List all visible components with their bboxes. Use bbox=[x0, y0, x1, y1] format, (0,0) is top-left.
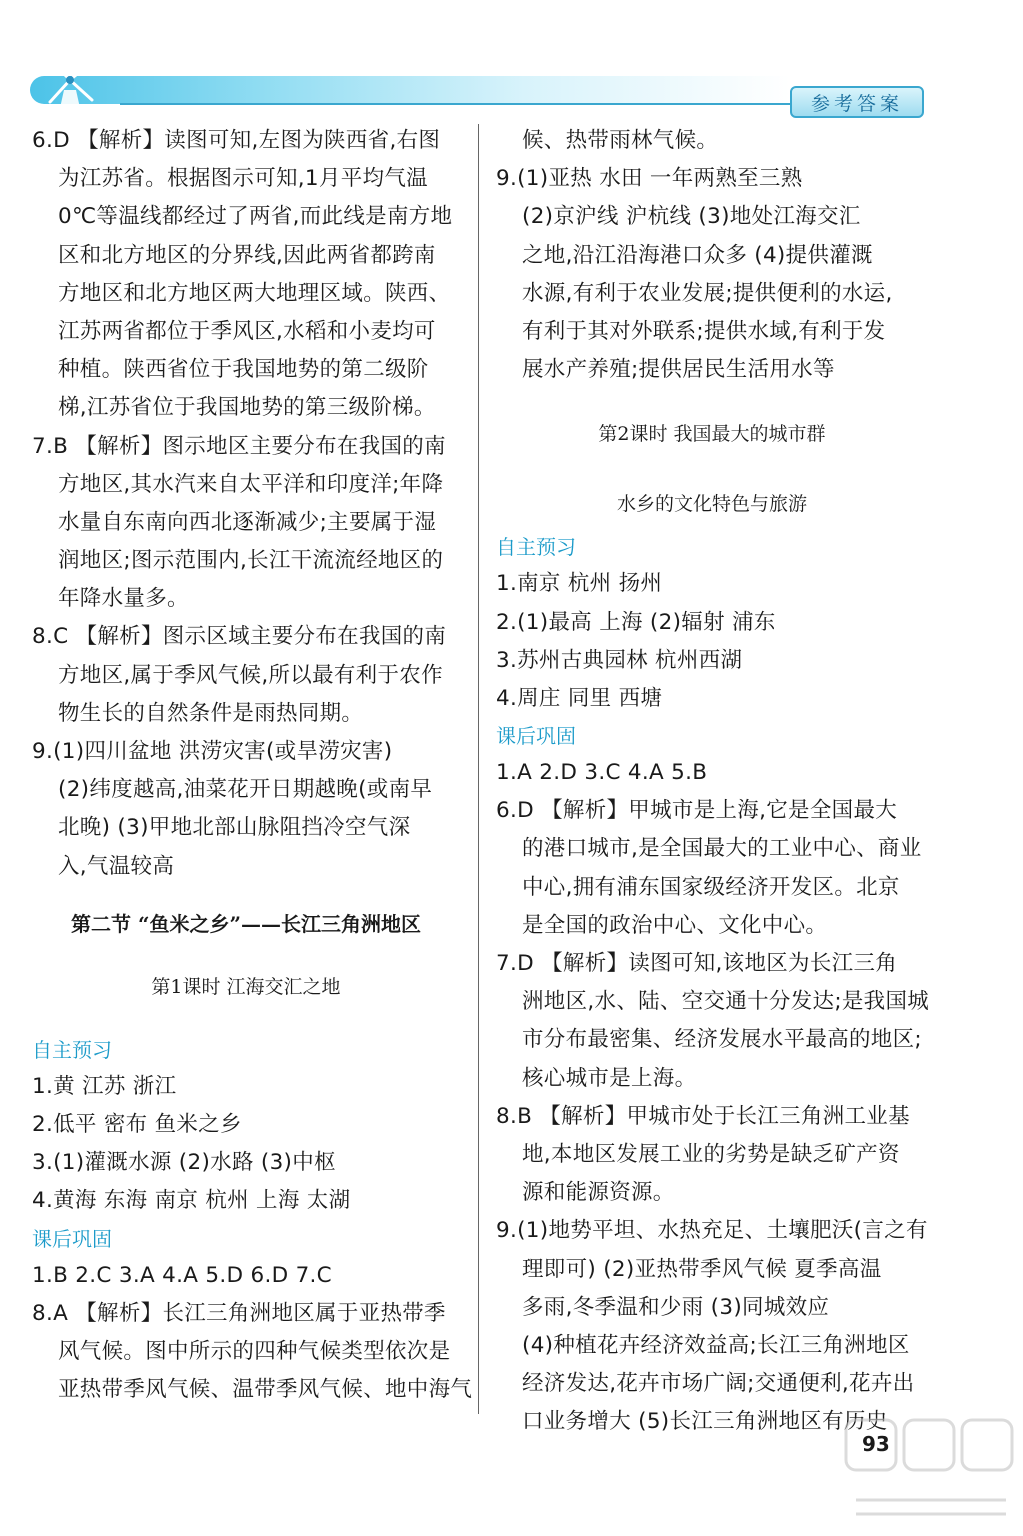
answer-line: 口业务增大 (5)长江三角洲地区有历史 bbox=[522, 1409, 888, 1435]
answer-line: 区和北方地区的分界线,因此两省都跨南 bbox=[58, 242, 436, 268]
answer-line: 种植。陕西省位于我国地势的第二级阶 bbox=[58, 357, 429, 383]
answer-line: 展水产养殖;提供居民生活用水等 bbox=[522, 357, 835, 383]
answer-line: 8.C 【解析】图示区域主要分布在我国的南 bbox=[32, 624, 447, 650]
column-divider bbox=[478, 124, 479, 1414]
answer-line: 2.(1)最高 上海 (2)辐射 浦东 bbox=[496, 609, 776, 635]
answer-tab-label: 参考答案 bbox=[810, 92, 903, 115]
answer-line: 7.B 【解析】图示地区主要分布在我国的南 bbox=[32, 433, 446, 459]
answer-line: 江苏两省都位于季风区,水稻和小麦均可 bbox=[58, 318, 436, 344]
section-heading-review: 课后巩固 bbox=[496, 724, 576, 749]
answer-line: 有利于其对外联系;提供水域,有利于发 bbox=[522, 318, 886, 344]
page-number: 93 bbox=[862, 1432, 890, 1456]
answer-line: 之地,沿江沿海港口众多 (4)提供灌溉 bbox=[522, 242, 873, 268]
answer-line: 1.南京 杭州 扬州 bbox=[496, 571, 663, 597]
answer-line: 多雨,冬季温和少雨 (3)同城效应 bbox=[522, 1294, 830, 1320]
answer-line: 经济发达,花卉市场广阔;交通便利,花卉出 bbox=[522, 1371, 915, 1397]
answer-line: 年降水量多。 bbox=[58, 586, 189, 612]
answer-line: 4.黄海 东海 南京 杭州 上海 太湖 bbox=[32, 1188, 351, 1214]
answer-line: 9.(1)亚热 水田 一年两熟至三熟 bbox=[496, 166, 803, 192]
answer-line: (4)种植花卉经济效益高;长江三角洲地区 bbox=[522, 1332, 910, 1358]
answer-line: 1.A 2.D 3.C 4.A 5.B bbox=[496, 760, 708, 786]
page-header bbox=[0, 0, 1023, 125]
answer-line: 市分布最密集、经济发展水平最高的地区; bbox=[522, 1027, 922, 1053]
right-column bbox=[496, 122, 928, 1441]
left-column bbox=[32, 122, 473, 1409]
windmill-icon bbox=[30, 50, 140, 110]
answer-line: 梯,江苏省位于我国地势的第三级阶梯。 bbox=[58, 395, 436, 421]
answer-tab bbox=[790, 86, 924, 118]
lesson-title: 第1课时 江海交汇之地 bbox=[151, 975, 341, 998]
answer-line: 0℃等温线都经过了两省,而此线是南方地 bbox=[58, 204, 453, 230]
section-title: 第二节 “鱼米之乡”——长江三角洲地区 bbox=[71, 911, 421, 936]
answer-line: 北晚) (3)甲地北部山脉阻挡冷空气深 bbox=[58, 815, 411, 841]
answer-line: 方地区和北方地区两大地理区域。陕西、 bbox=[58, 280, 451, 306]
answer-line: 3.苏州古典园林 杭州西湖 bbox=[496, 647, 743, 673]
answer-line: 亚热带季风气候、温带季风气候、地中海气 bbox=[58, 1377, 473, 1403]
answer-line: 的港口城市,是全国最大的工业中心、商业 bbox=[522, 836, 922, 862]
answer-line: 9.(1)四川盆地 洪涝灾害(或旱涝灾害) bbox=[32, 739, 393, 764]
answer-line: 3.(1)灌溉水源 (2)水路 (3)中枢 bbox=[32, 1150, 336, 1176]
section-heading-preview: 自主预习 bbox=[32, 1037, 112, 1062]
answer-line: 方地区,其水汽来自太平洋和印度洋;年降 bbox=[58, 471, 444, 497]
section-heading-review: 课后巩固 bbox=[32, 1226, 112, 1251]
answer-line: 是全国的政治中心、文化中心。 bbox=[522, 912, 828, 938]
answer-line: 候、热带雨林气候。 bbox=[522, 128, 719, 153]
answer-line: 4.周庄 同里 西塘 bbox=[496, 685, 663, 711]
answer-line: 2.低平 密布 鱼米之乡 bbox=[32, 1111, 242, 1137]
answer-line: 6.D 【解析】读图可知,左图为陕西省,右图 bbox=[32, 128, 441, 153]
answer-line: 7.D 【解析】读图可知,该地区为长江三角 bbox=[496, 951, 898, 976]
answer-line: 理即可) (2)亚热带季风气候 夏季高温 bbox=[522, 1256, 882, 1282]
answer-line: 方地区,属于季风气候,所以最有利于农作 bbox=[58, 662, 443, 688]
answer-line: 8.A 【解析】长江三角洲地区属于亚热带季 bbox=[32, 1300, 446, 1326]
answer-line: 1.黄 江苏 浙江 bbox=[32, 1073, 177, 1099]
answer-line: 水源,有利于农业发展;提供便利的水运, bbox=[522, 280, 893, 306]
lesson-title: 第2课时 我国最大的城市群 bbox=[598, 423, 826, 446]
answer-line: (2)京沪线 沪杭线 (3)地处江海交汇 bbox=[522, 204, 861, 230]
answer-line: 9.(1)地势平坦、水热充足、土壤肥沃(言之有 bbox=[496, 1218, 928, 1244]
answer-line: 1.B 2.C 3.A 4.A 5.D 6.D 7.C bbox=[32, 1262, 332, 1288]
answer-line: 源和能源资源。 bbox=[522, 1180, 675, 1206]
answer-line: 水量自东南向西北逐渐减少;主要属于湿 bbox=[58, 509, 437, 535]
answer-line: (2)纬度越高,油菜花开日期越晚(或南早 bbox=[58, 777, 433, 803]
answer-line: 入,气温较高 bbox=[58, 853, 175, 879]
answer-line: 润地区;图示范围内,长江干流流经地区的 bbox=[58, 548, 444, 574]
answer-line: 为江苏省。根据图示可知,1月平均气温 bbox=[58, 166, 428, 192]
answer-line: 物生长的自然条件是雨热同期。 bbox=[58, 700, 364, 726]
answer-line: 中心,拥有浦东国家级经济开发区。北京 bbox=[522, 874, 900, 900]
answer-line: 风气候。图中所示的四种气候类型依次是 bbox=[58, 1338, 451, 1364]
answer-line: 地,本地区发展工业的劣势是缺乏矿产资 bbox=[522, 1141, 900, 1167]
lesson-subtitle: 水乡的文化特色与旅游 bbox=[616, 493, 807, 516]
answer-line: 洲地区,水、陆、空交通十分发达;是我国城 bbox=[522, 989, 930, 1015]
answer-line: 8.B 【解析】甲城市处于长江三角洲工业基 bbox=[496, 1103, 910, 1129]
section-heading-preview: 自主预习 bbox=[496, 535, 576, 560]
answer-line: 6.D 【解析】甲城市是上海,它是全国最大 bbox=[496, 798, 898, 824]
header-banner bbox=[30, 76, 790, 104]
answer-line: 核心城市是上海。 bbox=[522, 1065, 697, 1091]
watermark-logo-icon bbox=[836, 1410, 1021, 1528]
